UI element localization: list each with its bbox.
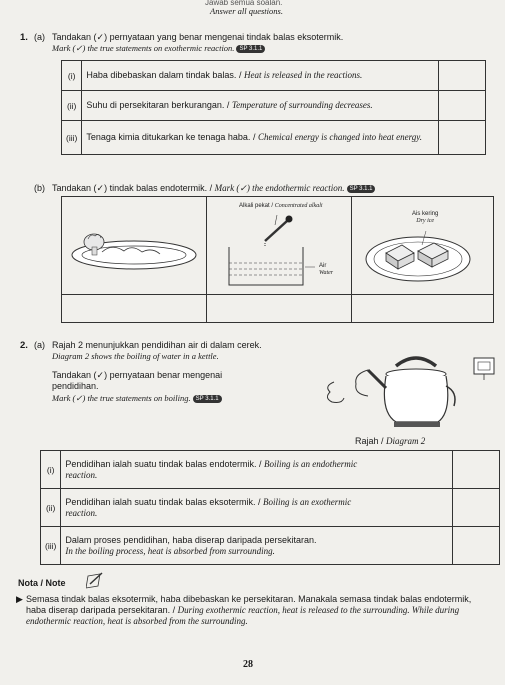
table-row (41, 489, 500, 527)
tick-box[interactable] (453, 489, 500, 527)
tick-box[interactable] (439, 121, 486, 155)
statement-text: Pendidihan ialah suatu tindak balas endotermik. / Boiling is an endothermic reaction. (61, 451, 453, 489)
statement-text: Pendidihan ialah suatu tindak balas eksotermik. / Boiling is an exothermic reaction. (61, 489, 453, 527)
q1a-question-en: Mark (✓) the true statements on exothermic reaction. SP 3.1.1 (52, 43, 265, 54)
tick-box[interactable] (439, 91, 486, 121)
table-row (62, 197, 494, 295)
sp-badge: SP 3.1.1 (236, 45, 265, 53)
q1b-question: Tandakan (✓) tindak balas endotermik. / Mark (✓) the endothermic reaction. SP 3.1.1 (52, 183, 375, 194)
note-title: Nota / Note (18, 578, 66, 588)
statement-text: Tenaga kimia ditukarkan ke tenaga haba. / Chemical energy is changed into heat energy. (82, 121, 439, 155)
q2a-intro-en: Diagram 2 shows the boiling of water in a kettle. (52, 351, 219, 361)
sp-badge: SP 3.1.1 (347, 185, 376, 193)
pencil-note-icon (86, 572, 106, 590)
tick-box[interactable] (453, 527, 500, 565)
diagram-2-caption: Rajah / Diagram 2 (355, 436, 426, 446)
statement-number: (iii) (41, 527, 61, 565)
water-label: Air Water (319, 263, 334, 276)
q1b-label: (b) (34, 183, 45, 193)
tick-box[interactable] (207, 295, 352, 323)
q1a-statement-table (61, 60, 486, 155)
tick-box[interactable] (62, 295, 207, 323)
statement-text: Suhu di persekitaran berkurangan. / Temperature of surrounding decreases. (82, 91, 439, 121)
table-row (41, 527, 500, 565)
header-instruction-ms: Jawab semua soalan. (205, 0, 283, 7)
q1-number: 1. (20, 32, 28, 43)
tick-box[interactable] (439, 61, 486, 91)
table-row (41, 451, 500, 489)
q2a-statement-table (40, 450, 500, 565)
tick-box[interactable] (453, 451, 500, 489)
sp-badge: SP 3.1.1 (193, 395, 222, 403)
q1a-label: (a) (34, 32, 45, 42)
q2a-instruction-ms-1: Tandakan (✓) pernyataan benar mengenai (52, 370, 223, 380)
statement-number: (ii) (62, 91, 82, 121)
image-cell-egg (62, 197, 207, 295)
image-cell-dry-ice (352, 197, 494, 295)
alkali-label: Alkali pekat / Concentrated alkali (239, 203, 323, 209)
note-bullet: ▶ (16, 594, 23, 604)
q1b-image-table (61, 196, 494, 323)
q2a-instruction-ms-2: pendidihan. (52, 381, 99, 391)
q2a-intro-ms: Rajah 2 menunjukkan pendidihan air di dalam cerek. (52, 340, 262, 350)
kettle-illustration (320, 352, 500, 432)
statement-number: (i) (62, 61, 82, 91)
q2-number: 2. (20, 340, 28, 351)
header-instruction-en: Answer all questions. (210, 6, 283, 16)
note-text: Semasa tindak balas eksotermik, haba dibebaskan ke persekitaran. Manakala semasa tindak balas endotermik, haba diserap daripada persekitaran. / During exothermic reaction, heat is released to the surrounding. While during endothermic reaction, heat is absorbed from the surrounding. (26, 594, 472, 626)
q2a-label: (a) (34, 340, 45, 350)
page-number: 28 (243, 659, 253, 670)
q2a-instruction-en: Mark (✓) the true statements on boiling. SP 3.1.1 (52, 393, 222, 404)
table-row (62, 91, 486, 121)
tick-box[interactable] (352, 295, 494, 323)
statement-number: (i) (41, 451, 61, 489)
image-cell-alkali (207, 197, 352, 295)
table-row (62, 61, 486, 91)
statement-number: (iii) (62, 121, 82, 155)
statement-text: Haba dibebaskan dalam tindak balas. / Heat is released in the reactions. (82, 61, 439, 91)
table-row (62, 121, 486, 155)
dry-ice-label: Ais kering Dry ice (412, 211, 439, 224)
statement-number: (ii) (41, 489, 61, 527)
q1a-question-ms: Tandakan (✓) pernyataan yang benar mengenai tindak balas eksotermik. (52, 32, 344, 42)
statement-text: Dalam proses pendidihan, haba diserap daripada persekitaran. In the boiling process, heat is absorbed from surrounding. (61, 527, 453, 565)
table-row (62, 295, 494, 323)
fried-egg-plate-illustration (62, 197, 206, 289)
